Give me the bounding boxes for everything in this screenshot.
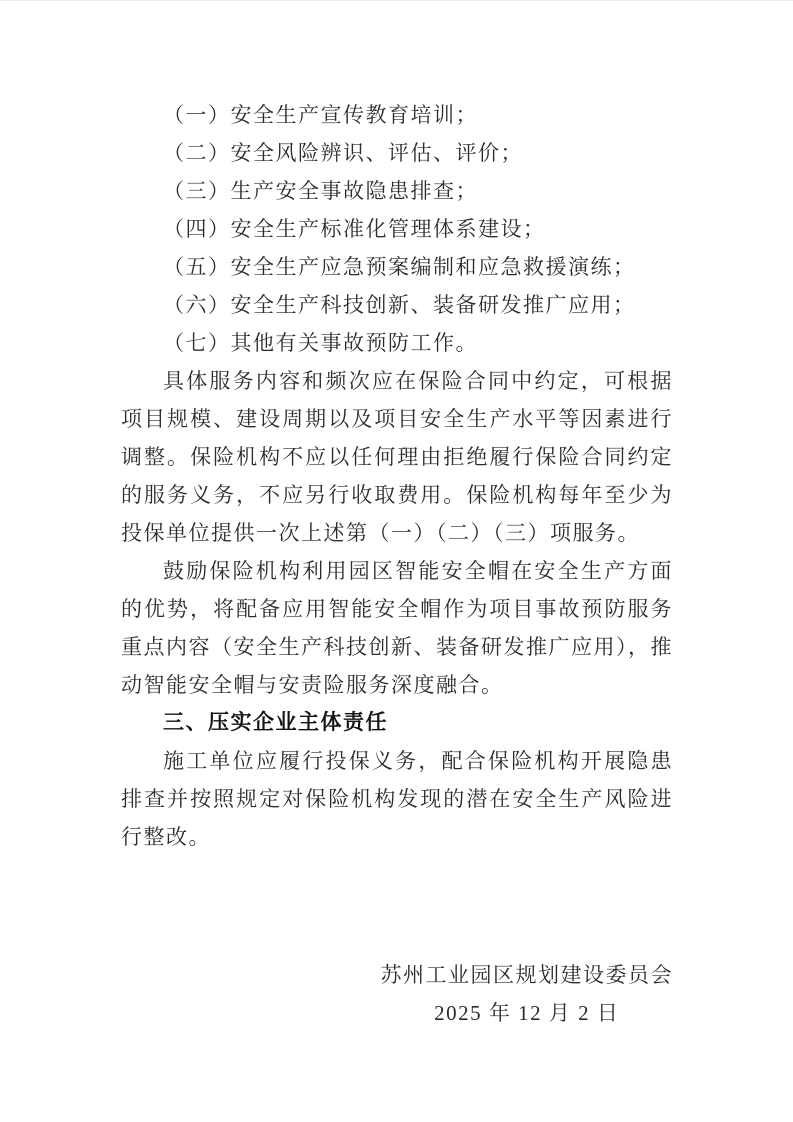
section-heading: 三、压实企业主体责任: [163, 711, 388, 734]
list-item-5: （五）安全生产应急预案编制和应急救援演练；: [163, 255, 636, 279]
list-item-1: （一）安全生产宣传教育培训；: [163, 103, 478, 127]
list-item-3: （三）生产安全事故隐患排查；: [163, 179, 478, 203]
list-item-4: （四）安全生产标准化管理体系建设；: [163, 217, 546, 241]
list-item-6: （六）安全生产科技创新、装备研发推广应用；: [163, 293, 636, 317]
signature-date: 2025 年 12 月 2 日: [434, 1001, 620, 1025]
paragraph-smart-helmet: 鼓励保险机构利用园区智能安全帽在安全生产方面的优势，将配备应用智能安全帽作为项目事故预防服务重点内容（安全生产科技创新、装备研发推广应用），推动智能安全帽与安责险服务深度融合。: [121, 559, 673, 697]
paragraph-service-details: 具体服务内容和频次应在保险合同中约定，可根据项目规模、建设周期以及项目安全生产水平等因素进行调整。保险机构不应以任何理由拒绝履行保险合同约定的服务义务，不应另行收取费用。保险机构每年至少为投保单位提供一次上述第（一）（二）（三）项服务。: [121, 369, 673, 545]
signature-inner: [381, 956, 674, 1032]
signature-block: [121, 956, 673, 1032]
paragraph-closing: 施工单位应履行投保义务，配合保险机构开展隐患排查并按照规定对保险机构发现的潜在安全生产风险进行整改。: [121, 749, 673, 849]
signature-issuer: 苏州工业园区规划建设委员会: [380, 963, 673, 987]
list-item-7: （七）其他有关事故预防工作。: [163, 331, 478, 355]
list-item-2: （二）安全风险辨识、评估、评价；: [163, 141, 523, 165]
